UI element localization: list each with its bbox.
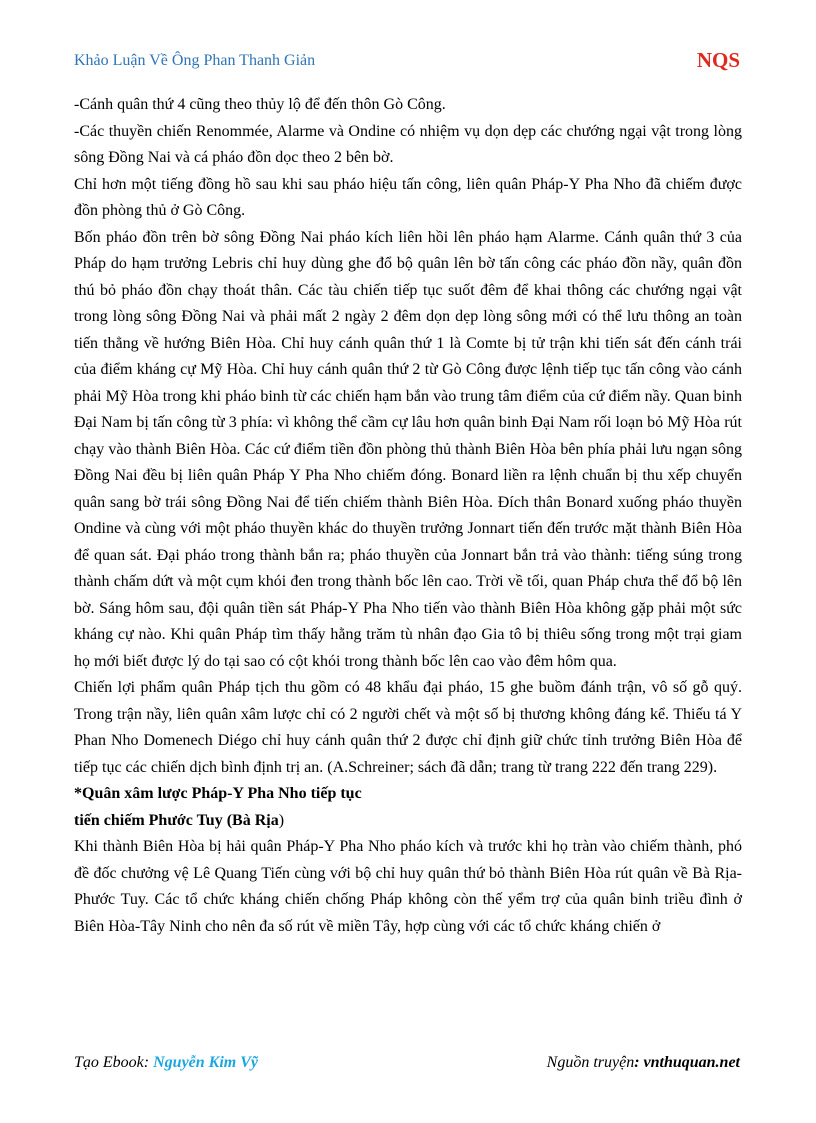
section-heading-text: tiến chiếm Phước Tuy (Bà Rịa	[74, 811, 279, 829]
section-heading-line-1: *Quân xâm lược Pháp-Y Pha Nho tiếp tục	[74, 785, 362, 802]
footer-source	[547, 1054, 740, 1072]
footer-credit-name: Nguyễn Kim Vỹ	[153, 1054, 258, 1071]
footer-credit-sep: :	[143, 1054, 154, 1071]
footer-source-label: Nguồn truyện	[546, 1054, 635, 1071]
paragraph: Chỉ hơn một tiếng đồng hồ sau khi sau pháo hiệu tấn công, liên quân Pháp-Y Pha Nho đã chiếm được đồn phòng thủ ở Gò Công.	[74, 175, 742, 219]
section-heading-paren: )	[278, 811, 285, 829]
paragraph: Chiến lợi phẩm quân Pháp tịch thu gồm có 48 khẩu đại pháo, 15 ghe buồm đánh trận, vô số gỗ quý. Trong trận nầy, liên quân xâm lược chỉ có 2 người chết và một số bị thương không đáng kể. Thiếu tá Y Phan Nho Domenech Diégo chỉ huy cánh quân thứ 2 được chỉ định giữ chức tỉnh trưởng Biên Hòa để tiếp tục các chiến dịch bình định trị an. (A.Schreiner; sách đã dẫn; trang từ trang 222 đến trang 229).	[74, 679, 742, 776]
paragraph: -Các thuyền chiến Renommée, Alarme và Ondine có nhiệm vụ dọn dẹp các chướng ngại vật trong lòng sông Đồng Nai và cá pháo đồn dọc theo 2 bên bờ.	[74, 122, 742, 166]
header-title: Khảo Luận Về Ông Phan Thanh Giản	[74, 52, 316, 69]
document-body	[74, 92, 742, 940]
footer-source-site: vnthuquan.net	[643, 1054, 740, 1071]
page-header	[74, 48, 740, 76]
paragraph: -Cánh quân thứ 4 cũng theo thủy lộ để đến thôn Gò Công.	[74, 96, 446, 113]
footer-credit	[74, 1054, 258, 1072]
header-mark: NQS	[696, 48, 740, 72]
footer-credit-label: Tạo Ebook	[74, 1054, 144, 1071]
paragraph: Bốn pháo đồn trên bờ sông Đồng Nai pháo kích liên hồi lên pháo hạm Alarme. Cánh quân thứ 3 của Pháp do hạm trưởng Lebris chỉ huy dùng ghe đổ bộ quân lên bờ tấn công các pháo đồn nầy, quân đồn thú bỏ pháo đồn chạy thoát thân. Các tàu chiến tiếp tục suốt đêm để khai thông các chướng ngại vật trong lòng sông Đồng Nai và phải mất 2 ngày 2 đêm dọn dẹp lòng sông mới có thể lưu thông an toàn tiến thẳng về hướng Biên Hòa. Chỉ huy cánh quân thứ 1 là Comte bị tử trận khi tiến sát đến cánh trái của điểm kháng cự Mỹ Hòa. Chỉ huy cánh quân thứ 2 từ Gò Công được lệnh tiếp tục tấn công vào cánh phải Mỹ Hòa trong khi pháo binh từ các chiến hạm bắn vào trung tâm điểm của cứ điểm nầy. Quan binh Đại Nam bị tấn công từ 3 phía: vì không thể cầm cự lâu hơn quân binh Đại Nam rối loạn bỏ Mỹ Hòa rút chạy vào thành Biên Hòa. Các cứ điểm tiền đồn phòng thủ thành Biên Hòa bên phía phải lưu ngạn sông Đồng Nai đều bị liên quân Pháp Y Pha Nho chiếm đóng. Bonard liền ra lệnh chuẩn bị thu xếp chuyển quân sang bờ trái sông Đồng Nai để tiến chiếm thành Biên Hòa. Đích thân Bonard xuống pháo thuyền Ondine và cùng với một pháo thuyền khác do thuyền trưởng Jonnart tiến đến trước mặt thành Biên Hòa để quan sát. Đại pháo trong thành bắn ra; pháo thuyền của Jonnart bắn trả vào thành: tiếng súng trong thành chấm dứt và một cụm khói đen trong thành bốc lên cao. Trời về tối, quan Pháp chưa thể đổ bộ lên bờ. Sáng hôm sau, đội quân tiền sát Pháp-Y Pha Nho tiến vào thành Biên Hòa không gặp phải một sức kháng cự nào. Khi quân Pháp tìm thấy hằng trăm tù nhân đạo Gia tô bị thiêu sống trong một trại giam họ mới biết được lý do tại sao có cột khói trong thành bốc lên cao vào đêm hôm qua.	[74, 228, 742, 670]
page-footer	[74, 1054, 740, 1078]
section-heading-line-2	[74, 808, 742, 835]
paragraph: Khi thành Biên Hòa bị hải quân Pháp-Y Pha Nho pháo kích và trước khi họ tràn vào chiếm thành, phó đề đốc chưởng vệ Lê Quang Tiến cùng với bộ chỉ huy quân thứ bỏ thành Biên Hòa rút quân về Bà Rịa-Phước Tuy. Các tổ chức kháng chiến chống Pháp không còn thế yểm trợ của quân binh triều đình ở Biên Hòa-Tây Ninh cho nên đa số rút về miền Tây, hợp cùng với các tổ chức kháng chiến ở	[74, 838, 742, 935]
footer-source-sep: :	[634, 1054, 644, 1071]
